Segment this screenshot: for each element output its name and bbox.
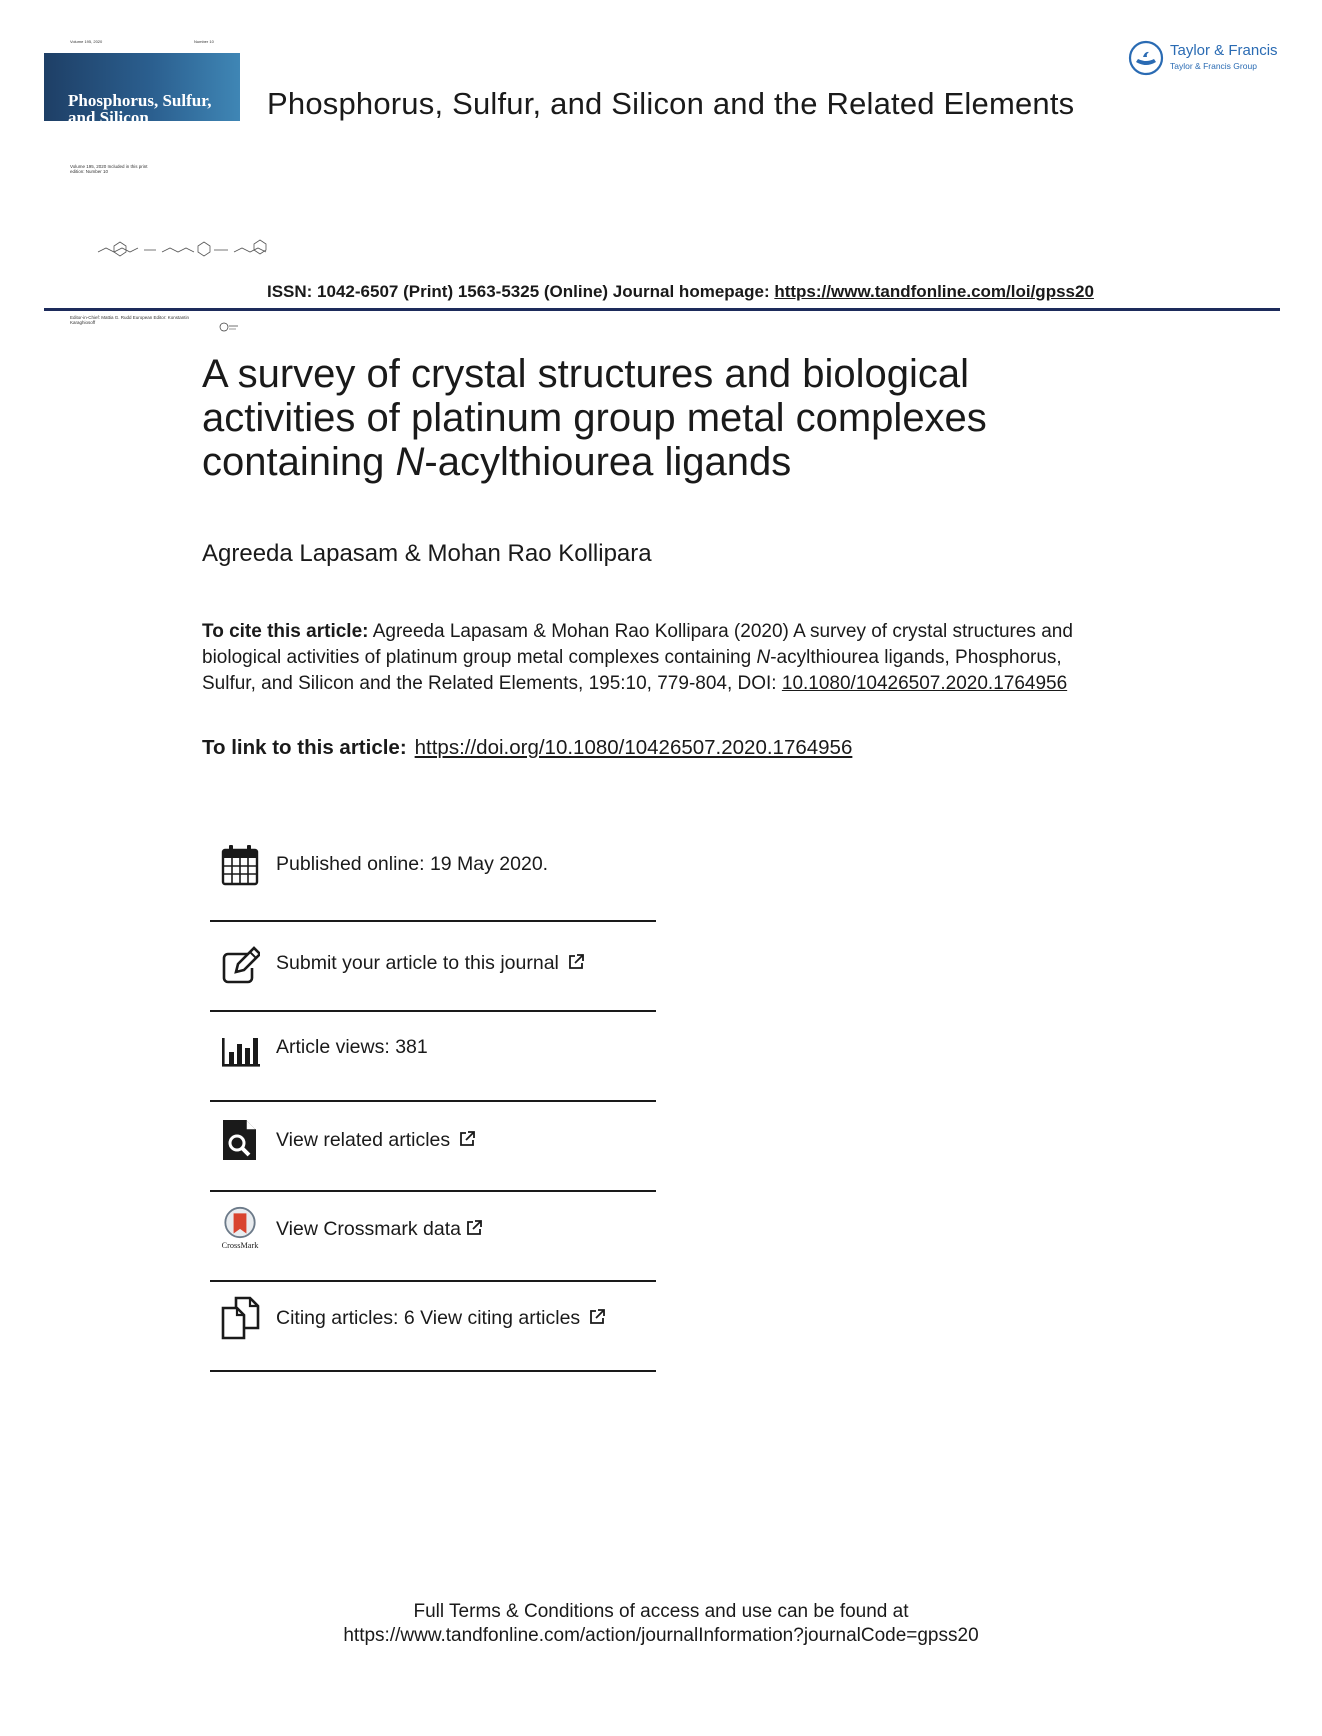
external-link-icon [458, 1130, 476, 1148]
info-divider [210, 1370, 656, 1372]
footer-terms-line: Full Terms & Conditions of access and use can be found at [413, 1601, 909, 1622]
article-info-list [210, 832, 656, 1372]
external-link-icon [588, 1308, 606, 1326]
cover-publisher-logo-icon [219, 322, 239, 332]
calendar-icon [220, 844, 260, 888]
header-divider [44, 308, 1280, 311]
info-item-citing[interactable] [210, 1282, 656, 1372]
info-item-submit[interactable] [210, 922, 656, 1012]
edit-icon [220, 942, 260, 986]
view-crossmark-text: View Crossmark data [276, 1218, 461, 1240]
journal-name: Phosphorus, Sulfur, and Silicon and the Related Elements [267, 86, 1075, 121]
citing-articles-link[interactable] [276, 1307, 606, 1330]
citation-italic: N [756, 647, 771, 668]
cover-title: Phosphorus, Sulfur, and Silicon [68, 91, 212, 127]
published-online-text: Published online: 19 May 2020. [276, 853, 549, 875]
view-related-articles-text: View related articles [276, 1129, 451, 1151]
footer-terms [0, 1600, 1322, 1648]
citing-articles-text: Citing articles: 6 View citing articles [276, 1307, 581, 1329]
cover-editors: Editor-in-Chief: Mattia G. Rudd European Editor: Konstantin Karaghiosoff [70, 315, 190, 325]
submit-article-link[interactable] [276, 952, 585, 975]
article-title-italic: N [395, 440, 425, 484]
cover-volume-text: Volume 195, 2020 [70, 39, 103, 44]
article-link-label: To link to this article: [202, 736, 407, 759]
publisher-group: Taylor & Francis Group [1170, 61, 1257, 71]
external-link-icon [465, 1219, 483, 1237]
cover-issue-text: Number 10 [194, 39, 214, 44]
bar-chart-icon [220, 1030, 260, 1074]
cover-issue-note: Volume 195, 2020 Included in this print edition: Number 10 [70, 164, 148, 174]
article-doi-url-link[interactable]: https://doi.org/10.1080/10426507.2020.1764956 [414, 736, 853, 759]
view-crossmark-link[interactable] [276, 1218, 483, 1241]
issn-text: ISSN: 1042-6507 (Print) 1563-5325 (Online) Journal homepage: [267, 282, 775, 301]
info-item-related[interactable] [210, 1102, 656, 1192]
info-item-crossmark[interactable] [210, 1192, 656, 1282]
view-related-articles-link[interactable] [276, 1129, 476, 1152]
citation-label: To cite this article: [202, 621, 369, 642]
crossmark-label: CrossMark [221, 1241, 259, 1250]
article-link-line [202, 736, 852, 760]
publisher-name: Taylor & Francis [1170, 42, 1278, 59]
copy-icon [220, 1296, 260, 1340]
info-item-views [210, 1012, 656, 1102]
article-views-text: Article views: 381 [276, 1036, 428, 1058]
cover-molecule-icon [94, 232, 290, 272]
info-item-published [210, 832, 656, 922]
lamp-logo-icon [1128, 40, 1164, 76]
article-title-text: A survey of crystal structures and biological activities of platinum group metal complexes containing [202, 352, 987, 484]
article-authors: Agreeda Lapasam & Mohan Rao Kollipara [202, 540, 652, 567]
footer-terms-url[interactable]: https://www.tandfonline.com/action/journalInformation?journalCode=gpss20 [343, 1625, 979, 1646]
submit-article-text: Submit your article to this journal [276, 952, 559, 974]
citation-block [202, 619, 1102, 697]
publisher-logo[interactable] [1128, 40, 1288, 76]
external-link-icon [567, 953, 585, 971]
document-search-icon [220, 1118, 260, 1162]
journal-cover-thumbnail [44, 36, 240, 325]
citation-text-end: -acylthiourea ligands, Phosphorus, Sulfur, and Silicon and the Related Elements, 195:10, 779-804, DOI: [202, 647, 1062, 694]
citation-doi-link[interactable]: 10.1080/10426507.2020.1764956 [781, 673, 1068, 694]
journal-homepage-link[interactable]: https://www.tandfonline.com/loi/gpss20 [774, 282, 1094, 301]
article-title [202, 352, 1102, 484]
article-title-text-end: -acylthiourea ligands [424, 440, 792, 484]
cover-subtitle: and the Related Elements [68, 145, 167, 155]
citation-text: Agreeda Lapasam & Mohan Rao Kollipara (2020) A survey of crystal structures and biological activities of platinum group metal complexes containing [202, 621, 1073, 668]
crossmark-icon [220, 1206, 260, 1250]
issn-line [267, 282, 1094, 302]
